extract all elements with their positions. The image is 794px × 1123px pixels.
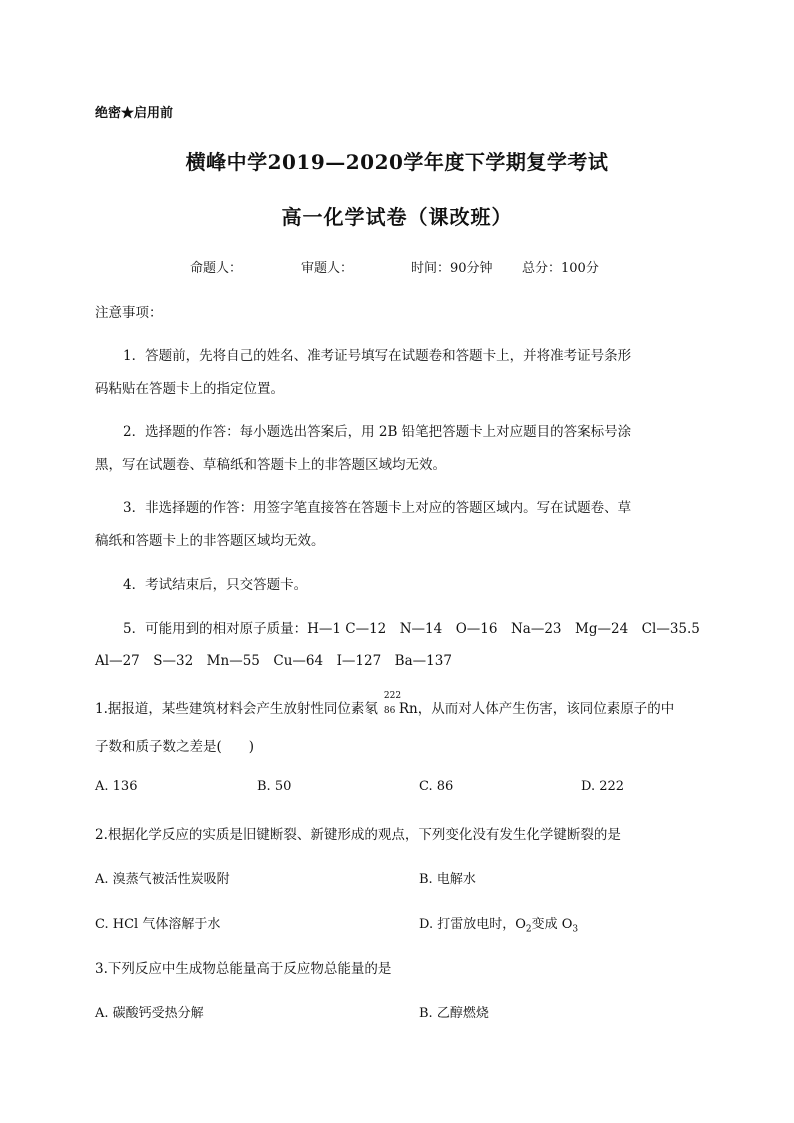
note-item-3-line-1: 3．非选择题的作答：用签字笔直接答在答题卡上对应的答题区域内。写在试题卷、草 xyxy=(123,500,632,516)
question-1-option-b: B. 50 xyxy=(257,779,292,794)
nuclide-atomic-number: 86 xyxy=(383,706,396,716)
note-item-5-line-2: Al—27 S—32 Mn—55 Cu—64 I—127 Ba—137 xyxy=(95,653,452,669)
question-2-option-d xyxy=(419,913,578,935)
exam-title: 横峰中学2019—2020学年度下学期复学考试 xyxy=(185,150,609,174)
note-item-5-line-1: 5．可能用到的相对原子质量：H—1 C—12 N—14 O—16 Na—23 Mg—24 Cl—35.5 xyxy=(123,621,700,637)
notes-heading: 注意事项： xyxy=(95,305,163,321)
question-3-option-b: B. 乙醇燃烧 xyxy=(419,1006,489,1021)
nuclide-symbol: Rn xyxy=(398,701,418,717)
note-item-1-line-1: 1．答题前，先将自己的姓名、准考证号填写在试题卷和答题卡上，并将准考证号条形 xyxy=(123,348,632,364)
exam-subtitle: 高一化学试卷（课改班） xyxy=(281,205,513,229)
question-2-option-a: A. 溴蒸气被活性炭吸附 xyxy=(95,872,230,887)
question-1-option-d: D. 222 xyxy=(581,779,625,794)
radon-nuclide-notation xyxy=(383,691,402,718)
question-1-stem-part-b: ，从而对人体产生伤害，该同位素原子的中 xyxy=(417,701,675,717)
question-1-stem-line-2: 子数和质子数之差是( ) xyxy=(95,739,255,755)
secret-label: 绝密★启用前 xyxy=(95,106,174,121)
note-item-3-line-2: 稿纸和答题卡上的非答题区域均无效。 xyxy=(95,533,325,549)
question-1-option-c: C. 86 xyxy=(419,779,454,794)
time-label: 时间：90分钟 xyxy=(411,261,493,276)
score-label: 总分：100分 xyxy=(522,261,599,276)
note-item-4: 4．考试结束后，只交答题卡。 xyxy=(123,577,308,593)
question-2-option-d-prefix: D. 打雷放电时，O xyxy=(419,917,526,932)
note-item-2-line-2: 黑，写在试题卷、草稿纸和答题卡上的非答题区域均无效。 xyxy=(95,457,446,473)
question-3-option-a: A. 碳酸钙受热分解 xyxy=(95,1006,204,1021)
oxygen-subscript-2: 2 xyxy=(525,924,532,935)
note-item-1-line-2: 码粘贴在答题卡上的指定位置。 xyxy=(95,381,284,397)
question-1-stem-part-a: 1.据报道，某些建筑材料会产生放射性同位素氡 xyxy=(95,701,378,717)
nuclide-mass-number: 222 xyxy=(383,691,402,701)
question-2-option-c: C. HCl 气体溶解于水 xyxy=(95,917,221,932)
question-3-stem: 3.下列反应中生成物总能量高于反应物总能量的是 xyxy=(95,961,392,977)
question-2-stem: 2.根据化学反应的实质是旧键断裂、新键形成的观点，下列变化没有发生化学键断裂的是 xyxy=(95,827,621,843)
ozone-subscript-3: 3 xyxy=(572,924,579,935)
question-1-stem xyxy=(95,691,675,718)
reviewer-label: 审题人： xyxy=(301,261,354,276)
question-2-option-d-middle: 变成 O xyxy=(531,917,573,932)
question-2-option-b: B. 电解水 xyxy=(419,872,476,887)
note-item-2-line-1: 2．选择题的作答：每小题选出答案后，用 2B 铅笔把答题卡上对应题目的答案标号涂 xyxy=(123,424,632,440)
question-1-option-a: A. 136 xyxy=(95,779,138,794)
proposer-label: 命题人： xyxy=(190,261,243,276)
